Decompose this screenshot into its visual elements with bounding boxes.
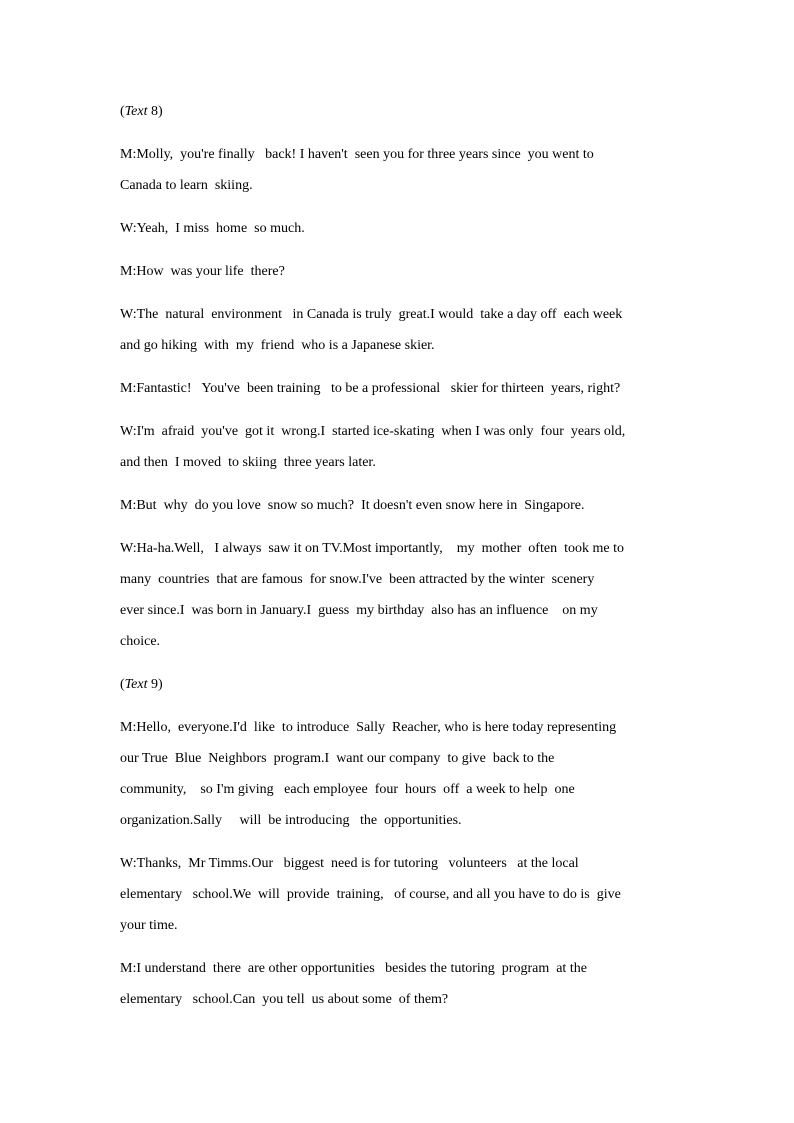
dialogue-line: community, so I'm giving each employee four hours off a week to help one <box>120 782 575 797</box>
dialogue-line: Canada to learn skiing. <box>120 178 253 193</box>
dialogue-line: M:But why do you love snow so much? It doesn't even snow here in Singapore. <box>120 498 585 513</box>
dialogue-paragraph <box>120 139 670 201</box>
dialogue-line: many countries that are famous for snow.I've been attracted by the winter scenery <box>120 572 595 587</box>
section-heading <box>120 96 670 127</box>
heading-label: Text <box>124 677 148 692</box>
dialogue-line: M:Hello, everyone.I'd like to introduce Sally Reacher, who is here today representing <box>120 720 617 735</box>
dialogue-line: your time. <box>120 918 178 933</box>
heading-label: Text <box>124 104 148 119</box>
dialogue-line: M:Fantastic! You've been training to be a professional skier for thirteen years, right? <box>120 381 621 396</box>
dialogue-line: W:I'm afraid you've got it wrong.I started ice-skating when I was only four years old, <box>120 424 626 439</box>
dialogue-line: ever since.I was born in January.I guess my birthday also has an influence on my <box>120 603 598 618</box>
dialogue-line: our True Blue Neighbors program.I want our company to give back to the <box>120 751 555 766</box>
dialogue-line: elementary school.We will provide training, of course, and all you have to do is give <box>120 887 621 902</box>
heading-open-paren: ( <box>120 677 125 692</box>
dialogue-line: and then I moved to skiing three years later. <box>120 455 376 470</box>
dialogue-line: W:Ha-ha.Well, I always saw it on TV.Most importantly, my mother often took me to <box>120 541 624 556</box>
heading-close-paren: ) <box>158 677 163 692</box>
heading-number: 8 <box>147 104 158 119</box>
dialogue-paragraph <box>120 712 670 836</box>
dialogue-paragraph <box>120 373 670 404</box>
dialogue-line: elementary school.Can you tell us about some of them? <box>120 992 449 1007</box>
dialogue-paragraph <box>120 299 670 361</box>
heading-open-paren: ( <box>120 104 125 119</box>
dialogue-line: W:The natural environment in Canada is truly great.I would take a day off each week <box>120 307 623 322</box>
section-heading <box>120 669 670 700</box>
transcript-body <box>120 96 670 1027</box>
dialogue-line: and go hiking with my friend who is a Japanese skier. <box>120 338 435 353</box>
dialogue-paragraph <box>120 848 670 941</box>
dialogue-paragraph <box>120 256 670 287</box>
dialogue-line: choice. <box>120 634 161 649</box>
dialogue-paragraph <box>120 953 670 1015</box>
dialogue-line: M:Molly, you're finally back! I haven't seen you for three years since you went to <box>120 147 594 162</box>
heading-number: 9 <box>147 677 158 692</box>
dialogue-line: organization.Sally will be introducing the opportunities. <box>120 813 462 828</box>
dialogue-paragraph <box>120 213 670 244</box>
dialogue-line: M:How was your life there? <box>120 264 285 279</box>
dialogue-paragraph <box>120 490 670 521</box>
dialogue-line: W:Yeah, I miss home so much. <box>120 221 305 236</box>
dialogue-paragraph <box>120 533 670 657</box>
dialogue-paragraph <box>120 416 670 478</box>
heading-close-paren: ) <box>158 104 163 119</box>
dialogue-line: W:Thanks, Mr Timms.Our biggest need is for tutoring volunteers at the local <box>120 856 579 871</box>
dialogue-line: M:I understand there are other opportunities besides the tutoring program at the <box>120 961 587 976</box>
